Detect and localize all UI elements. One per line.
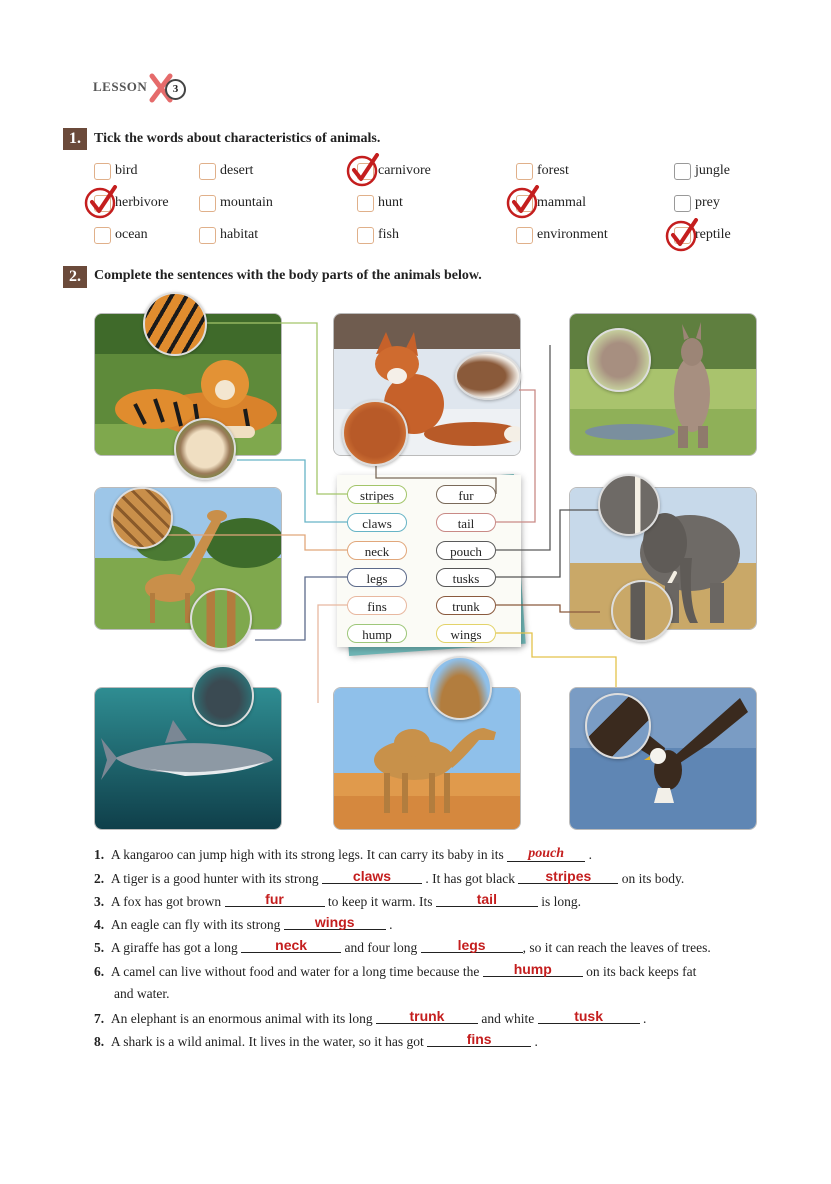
tick-mark-icon: [346, 153, 380, 187]
word-pill-hump[interactable]: hump: [347, 624, 407, 643]
word-pill-wings[interactable]: wings: [436, 624, 496, 643]
zoom-tiger-stripes: [143, 292, 207, 356]
checkbox-mountain[interactable]: [199, 195, 216, 212]
zoom-tiger-claws: [174, 418, 236, 480]
zoom-fox-tail: [455, 352, 521, 400]
word-pill-tusks[interactable]: tusks: [436, 568, 496, 587]
tick-mark-icon: [84, 185, 118, 219]
zoom-fox-fur: [342, 400, 408, 466]
answer-blank[interactable]: claws: [322, 869, 422, 884]
word-pill-pouch[interactable]: pouch: [436, 541, 496, 560]
answer-blank[interactable]: fur: [225, 892, 325, 907]
answer-blank[interactable]: pouch: [507, 847, 585, 862]
word-mammal: mammal: [537, 195, 586, 210]
zoom-elephant-tusks: [598, 474, 660, 536]
word-pill-claws[interactable]: claws: [347, 513, 407, 532]
word-herbivore: herbivore: [115, 195, 169, 210]
word-desert: desert: [220, 163, 254, 178]
word-ocean: ocean: [115, 227, 148, 242]
zoom-kangaroo-pouch: [587, 328, 651, 392]
word-pill-fur[interactable]: fur: [436, 485, 496, 504]
answer-blank[interactable]: fins: [427, 1032, 531, 1047]
answer-blank[interactable]: tusk: [538, 1009, 640, 1024]
word-fish: fish: [378, 227, 399, 242]
word-reptile: reptile: [695, 227, 731, 242]
zoom-eagle-wings: [585, 693, 651, 759]
sentence-8: 8. A shark is a wild animal. It lives in the water, so it has got fins .: [94, 1031, 538, 1049]
word-pill-legs[interactable]: legs: [347, 568, 407, 587]
sentence-5: 5. A giraffe has got a long neck and four long legs , so it can reach the leaves of trees.: [94, 937, 711, 955]
q2-instruction: Complete the sentences with the body parts of the animals below.: [94, 268, 482, 283]
checkbox-fish[interactable]: [357, 227, 374, 244]
word-forest: forest: [537, 163, 569, 178]
checkbox-habitat[interactable]: [199, 227, 216, 244]
word-pill-stripes[interactable]: stripes: [347, 485, 407, 504]
lesson-number: 3: [165, 79, 186, 100]
word-pill-fins[interactable]: fins: [347, 596, 407, 615]
sentence-7: 7. An elephant is an enormous animal with its long trunk and white tusk .: [94, 1008, 647, 1026]
word-jungle: jungle: [695, 163, 730, 178]
word-mountain: mountain: [220, 195, 273, 210]
tick-mark-icon: [665, 218, 699, 252]
word-pill-trunk[interactable]: trunk: [436, 596, 496, 615]
answer-blank[interactable]: hump: [483, 962, 583, 977]
sentence-6: 6. A camel can live without food and water for a long time because the hump on its back keeps fat: [94, 961, 697, 979]
sentence-2: 2. A tiger is a good hunter with its strong claws . It has got black stripes on its body.: [94, 868, 685, 886]
checkbox-hunt[interactable]: [357, 195, 374, 212]
answer-blank[interactable]: tail: [436, 892, 538, 907]
q1-number: 1.: [63, 128, 87, 150]
word-environment: environment: [537, 227, 608, 242]
checkbox-environment[interactable]: [516, 227, 533, 244]
word-hunt: hunt: [378, 195, 403, 210]
photo-kangaroo: [569, 313, 757, 456]
answer-blank[interactable]: neck: [241, 938, 341, 953]
word-pill-tail[interactable]: tail: [436, 513, 496, 532]
q2-number: 2.: [63, 266, 87, 288]
answer-blank[interactable]: legs: [421, 938, 523, 953]
sentence-3: 3. A fox has got brown fur to keep it warm. Its tail is long.: [94, 891, 581, 909]
tick-mark-icon: [506, 185, 540, 219]
word-carnivore: carnivore: [378, 163, 431, 178]
checkbox-prey[interactable]: [674, 195, 691, 212]
zoom-camel-hump: [428, 656, 492, 720]
checkbox-forest[interactable]: [516, 163, 533, 180]
answer-blank[interactable]: stripes: [518, 869, 618, 884]
word-habitat: habitat: [220, 227, 259, 242]
word-pill-neck[interactable]: neck: [347, 541, 407, 560]
sentence-1: 1. A kangaroo can jump high with its strong legs. It can carry its baby in its pouch .: [94, 846, 592, 862]
sentence-6-continuation: and water.: [114, 986, 170, 1001]
word-prey: prey: [695, 195, 720, 210]
checkbox-jungle[interactable]: [674, 163, 691, 180]
checkbox-desert[interactable]: [199, 163, 216, 180]
checkbox-ocean[interactable]: [94, 227, 111, 244]
checkbox-bird[interactable]: [94, 163, 111, 180]
photo-shark: [94, 687, 282, 830]
answer-blank[interactable]: wings: [284, 915, 386, 930]
word-bird: bird: [115, 163, 138, 178]
answer-blank[interactable]: trunk: [376, 1009, 478, 1024]
zoom-elephant-trunk: [611, 580, 673, 642]
photo-camel: [333, 687, 521, 830]
lesson-label: LESSON: [93, 79, 148, 94]
zoom-giraffe-legs: [190, 588, 252, 650]
q1-instruction: Tick the words about characteristics of animals.: [94, 131, 381, 146]
zoom-giraffe-neck: [111, 487, 173, 549]
zoom-shark-fins: [192, 665, 254, 727]
sentence-4: 4. An eagle can fly with its strong wings .: [94, 914, 393, 932]
